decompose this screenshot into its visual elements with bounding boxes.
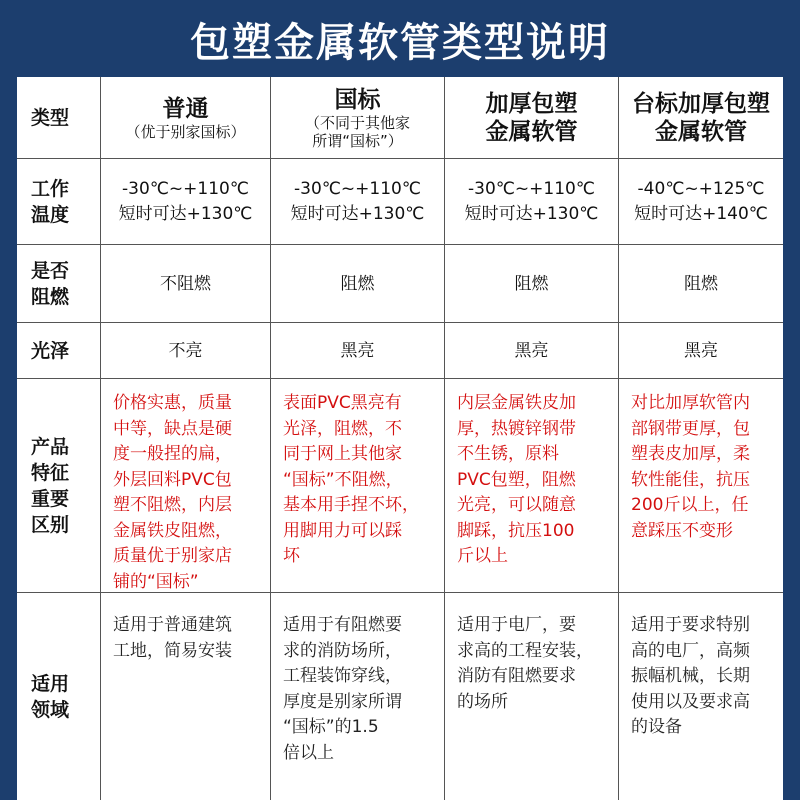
flame-cell: 阻燃 bbox=[619, 245, 783, 323]
flame-cell: 阻燃 bbox=[445, 245, 619, 323]
column-header-sub: （优于别家国标） bbox=[125, 122, 246, 141]
application-cell: 适用于普通建筑 工地，简易安装 bbox=[101, 593, 271, 800]
gloss-cell: 黑亮 bbox=[271, 323, 445, 379]
temperature-cell: -30℃~+110℃ 短时可达+130℃ bbox=[271, 159, 445, 245]
gloss-cell: 不亮 bbox=[101, 323, 271, 379]
application-cell: 适用于有阻燃要 求的消防场所， 工程装饰穿线， 厚度是别家所谓 “国标”的1.5 倍以上 bbox=[271, 593, 445, 800]
row-label-application: 适用 领域 bbox=[17, 593, 101, 800]
gloss-cell: 黑亮 bbox=[619, 323, 783, 379]
temperature-cell: -30℃~+110℃ 短时可达+130℃ bbox=[101, 159, 271, 245]
column-header-main: 加厚包塑 金属软管 bbox=[485, 90, 578, 145]
flame-cell: 不阻燃 bbox=[101, 245, 271, 323]
column-header-sub: （不同于其他家 所谓“国标”） bbox=[304, 113, 410, 150]
temperature-cell: -40℃~+125℃ 短时可达+140℃ bbox=[619, 159, 783, 245]
row-label-flame: 是否 阻燃 bbox=[17, 245, 101, 323]
temperature-cell: -30℃~+110℃ 短时可达+130℃ bbox=[445, 159, 619, 245]
column-header-standard bbox=[101, 77, 271, 159]
application-cell: 适用于要求特别 高的电厂，高频 振幅机械，长期 使用以及要求高 的设备 bbox=[631, 615, 750, 737]
difference-cell: 表面PVC黑亮有 光泽，阻燃，不 同于网上其他家 “国标”不阻燃， 基本用手捏不坏， 用脚用力可以踩 坏 bbox=[271, 379, 445, 593]
difference-cell: 对比加厚软管内 部钢带更厚，包 塑表皮加厚，柔 软性能佳，抗压 200斤以上，任 意踩压不变形 bbox=[619, 379, 783, 593]
column-header-national bbox=[271, 77, 445, 159]
column-header-main: 台标加厚包塑 金属软管 bbox=[632, 90, 770, 145]
column-header-main: 普通 bbox=[162, 95, 209, 122]
flame-cell: 阻燃 bbox=[271, 245, 445, 323]
column-header-taiwan-thick bbox=[619, 77, 783, 159]
row-label-difference: 产品 特征 重要 区别 bbox=[17, 379, 101, 593]
column-header-thick bbox=[445, 77, 619, 159]
comparison-table bbox=[17, 77, 783, 800]
difference-cell: 内层金属铁皮加 厚，热镀锌钢带 不生锈，原料 PVC包塑，阻燃 光亮，可以随意 脚踩，抗压100 斤以上 bbox=[445, 379, 619, 593]
gloss-cell: 黑亮 bbox=[445, 323, 619, 379]
page-title: 包塑金属软管类型说明 bbox=[190, 19, 610, 66]
row-label-temperature: 工作 温度 bbox=[17, 159, 101, 245]
column-header-main: 国标 bbox=[334, 86, 381, 113]
application-cell: 适用于电厂，要 求高的工程安装， 消防有阻燃要求 的场所 bbox=[445, 593, 619, 800]
row-label-gloss: 光泽 bbox=[17, 323, 101, 379]
corner-header: 类型 bbox=[17, 77, 101, 159]
difference-cell: 价格实惠，质量 中等，缺点是硬 度一般捏的扁， 外层回料PVC包 塑不阻燃，内层 金属铁皮阻燃， 质量优于别家店 铺的“国标” bbox=[101, 379, 271, 593]
